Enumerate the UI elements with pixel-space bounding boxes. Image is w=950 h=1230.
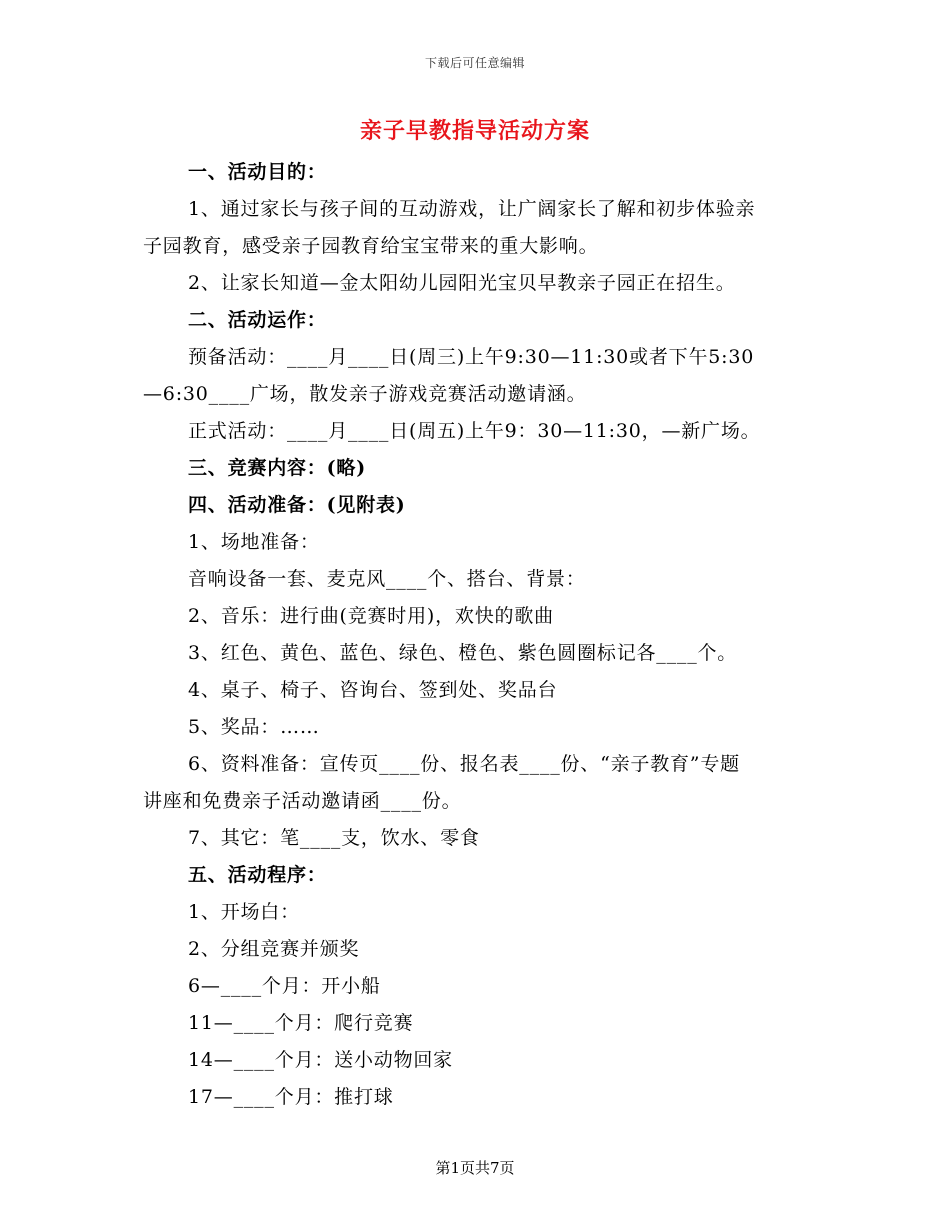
paragraph-line: —6:30____广场，散发亲子游戏竞赛活动邀请涵。 [143,383,587,405]
paragraph-line: 2、分组竞赛并颁奖 [188,938,360,960]
paragraph-line: 四、活动准备：(见附表) [188,494,406,516]
paragraph-line: 14—____个月：送小动物回家 [188,1049,453,1071]
paragraph-line: 正式活动：____月____日(周五)上午9：30—11:30，—新广场。 [188,420,761,442]
paragraph-line: 6—____个月：开小船 [188,975,381,997]
paragraph-line: 讲座和免费亲子活动邀请函____份。 [143,790,462,812]
page-header: 下载后可任意编辑 [424,56,525,70]
paragraph-line: 2、让家长知道—金太阳幼儿园阳光宝贝早教亲子园正在招生。 [188,272,736,294]
paragraph-line: 3、红色、黄色、蓝色、绿色、橙色、紫色圆圈标记各____个。 [188,642,738,664]
paragraph-line: 7、其它：笔____支，饮水、零食 [188,827,480,849]
paragraph-line: 子园教育，感受亲子园教育给宝宝带来的重大影响。 [143,235,599,257]
paragraph-line: 5、奖品：…… [188,716,320,738]
page-footer: 第1页共7页 [435,1159,515,1177]
paragraph-line: 6、资料准备：宣传页____份、报名表____份、“亲子教育”专题 [188,753,740,775]
paragraph-line: 三、竞赛内容：(略) [188,457,366,479]
paragraph-line: 1、场地准备： [188,531,320,553]
paragraph-line: 1、通过家长与孩子间的互动游戏，让广阔家长了解和初步体验亲 [188,198,756,220]
paragraph-line: 音响设备一套、麦克风____个、搭台、背景： [188,568,586,590]
paragraph-line: 一、活动目的： [188,161,327,183]
paragraph-line: 17—____个月：推打球 [188,1086,394,1108]
document-title: 亲子早教指导活动方案 [359,118,590,144]
paragraph-line: 2、音乐：进行曲(竞赛时用)，欢快的歌曲 [188,605,554,627]
document-body [143,154,808,1116]
paragraph-line: 二、活动运作： [188,309,327,331]
paragraph-line: 预备活动：____月____日(周三)上午9:30—11:30或者下午5:30 [188,346,755,368]
paragraph-line: 4、桌子、椅子、咨询台、签到处、奖品台 [188,679,558,701]
paragraph-line: 1、开场白： [188,901,300,923]
paragraph-line: 五、活动程序： [188,864,327,886]
paragraph-line: 11—____个月：爬行竞赛 [188,1012,414,1034]
